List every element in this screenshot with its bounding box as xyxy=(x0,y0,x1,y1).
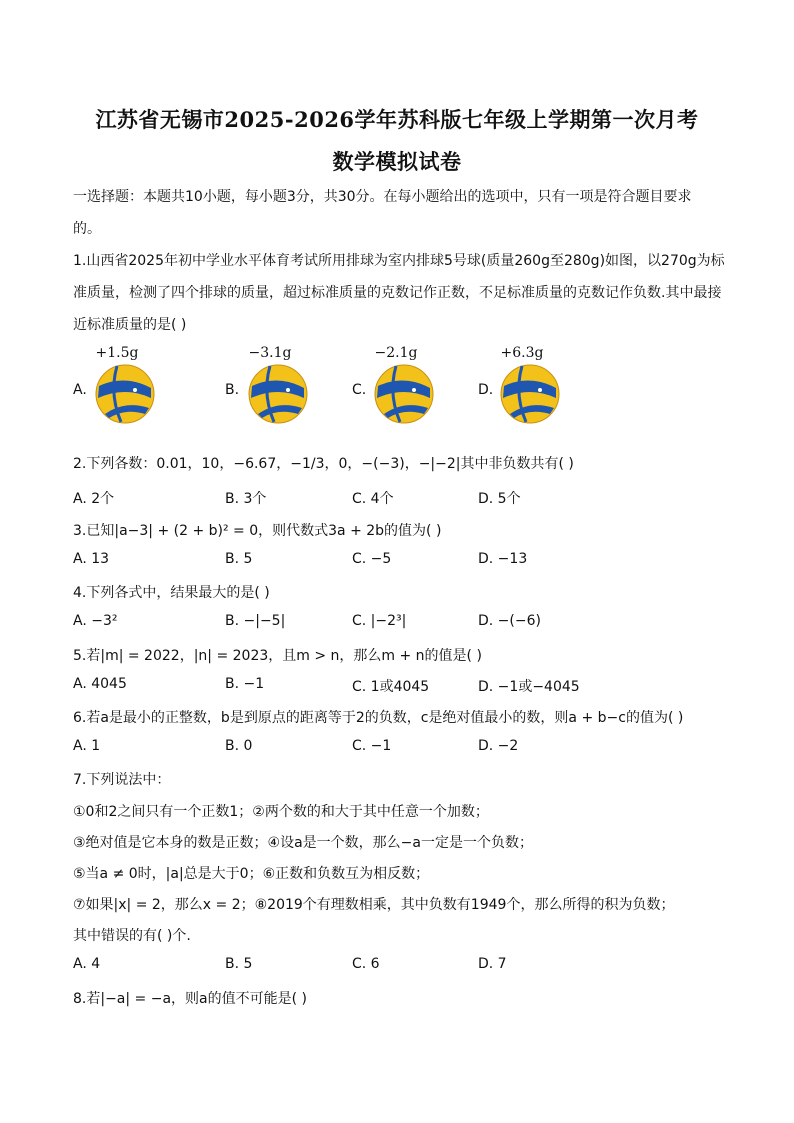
q1-option-a[interactable] xyxy=(77,345,157,425)
q7-statement-7-8: ⑦如果|x| = 2，那么x = 2；⑧2019个有理数相乘，其中负数有1949个，那么所得的积为负数； xyxy=(73,897,675,913)
q5-option-d[interactable]: D. −1或−4045 xyxy=(478,679,580,695)
volleyball-icon xyxy=(374,364,434,424)
q7-statement-1-2: ①0和2之间只有一个正数1；②两个数的和大于其中任意一个加数； xyxy=(73,804,489,820)
q7-option-d[interactable]: D. 7 xyxy=(478,956,507,972)
q2-option-d[interactable]: D. 5个 xyxy=(478,491,521,507)
q2-stem: 2.下列各数：0.01，10，−6.67，−1/3，0，−(−3)，−|−2|其中非负数共有( ) xyxy=(73,456,574,472)
volleyball-icon xyxy=(500,364,560,424)
q1-option-c-mass: −2.1g xyxy=(374,345,418,361)
q1-option-d-letter: D. xyxy=(478,382,494,398)
q1-option-b-mass: −3.1g xyxy=(248,345,292,361)
q7-stem: 7.下列说法中： xyxy=(73,772,171,788)
q1-stem-line3: 近标准质量的是( ) xyxy=(73,317,187,333)
q3-stem: 3.已知|a−3| + (2 + b)² = 0，则代数式3a + 2b的值为( ) xyxy=(73,523,442,539)
q1-stem-line1: 1.山西省2025年初中学业水平体育考试所用排球为室内排球5号球(质量260g至280g)如图，以270g为标 xyxy=(73,253,725,269)
q1-option-d-mass: +6.3g xyxy=(500,345,544,361)
q3-option-a[interactable]: A. 13 xyxy=(73,551,110,567)
q1-option-a-mass: +1.5g xyxy=(95,345,139,361)
q3-option-d[interactable]: D. −13 xyxy=(478,551,528,567)
q8-stem: 8.若|−a| = −a，则a的值不可能是( ) xyxy=(73,991,307,1007)
volleyball-icon xyxy=(248,364,308,424)
volleyball-icon xyxy=(95,364,155,424)
q6-option-b[interactable]: B. 0 xyxy=(225,738,253,754)
q6-option-a[interactable]: A. 1 xyxy=(73,738,101,754)
q7-statement-5-6: ⑤当a ≠ 0时，|a|总是大于0；⑥正数和负数互为相反数； xyxy=(73,866,430,882)
q1-option-c[interactable] xyxy=(356,345,436,425)
q4-option-c[interactable]: C. |−2³| xyxy=(352,613,407,629)
q7-question: 其中错误的有( )个. xyxy=(73,928,191,944)
q5-option-c[interactable]: C. 1或4045 xyxy=(352,679,430,695)
q1-option-b-letter: B. xyxy=(225,382,240,398)
q3-option-c[interactable]: C. −5 xyxy=(352,551,392,567)
q6-option-c[interactable]: C. −1 xyxy=(352,738,392,754)
exam-title: 江苏省无锡市2025-2026学年苏科版七年级上学期第一次月考 xyxy=(95,107,699,132)
q6-option-d[interactable]: D. −2 xyxy=(478,738,519,754)
q1-option-a-letter: A. xyxy=(73,382,87,398)
q2-option-c[interactable]: C. 4个 xyxy=(352,491,394,507)
q7-option-a[interactable]: A. 4 xyxy=(73,956,101,972)
q1-option-d[interactable] xyxy=(482,345,562,425)
q4-option-d[interactable]: D. −(−6) xyxy=(478,613,541,629)
q1-option-b[interactable] xyxy=(230,345,310,425)
q5-stem: 5.若|m| = 2022，|n| = 2023，且m > n，那么m + n的值是( ) xyxy=(73,648,482,664)
q3-option-b[interactable]: B. 5 xyxy=(225,551,253,567)
exam-subtitle: 数学模拟试卷 xyxy=(332,149,462,174)
q2-option-a[interactable]: A. 2个 xyxy=(73,491,115,507)
q2-option-b[interactable]: B. 3个 xyxy=(225,491,267,507)
q1-option-c-letter: C. xyxy=(352,382,367,398)
q7-option-c[interactable]: C. 6 xyxy=(352,956,380,972)
q5-option-b[interactable]: B. −1 xyxy=(225,676,265,692)
q4-stem: 4.下列各式中，结果最大的是( ) xyxy=(73,585,270,601)
q4-option-a[interactable]: A. −3² xyxy=(73,613,118,629)
q7-statement-3-4: ③绝对值是它本身的数是正数；④设a是一个数，那么−a一定是一个负数； xyxy=(73,835,533,851)
q4-option-b[interactable]: B. −|−5| xyxy=(225,613,286,629)
q1-stem-line2: 准质量，检测了四个排球的质量，超过标准质量的克数记作正数，不足标准质量的克数记作负数.其中最接 xyxy=(73,285,722,301)
q6-stem: 6.若a是最小的正整数，b是到原点的距离等于2的负数，c是绝对值最小的数，则a + b−c的值为( ) xyxy=(73,710,684,726)
section-instruction: 一选择题：本题共10小题，每小题3分，共30分。在每小题给出的选项中，只有一项是符合题目要求 xyxy=(73,189,692,205)
q7-option-b[interactable]: B. 5 xyxy=(225,956,253,972)
q5-option-a[interactable]: A. 4045 xyxy=(73,676,127,692)
section-instruction-cont: 的。 xyxy=(73,221,101,237)
